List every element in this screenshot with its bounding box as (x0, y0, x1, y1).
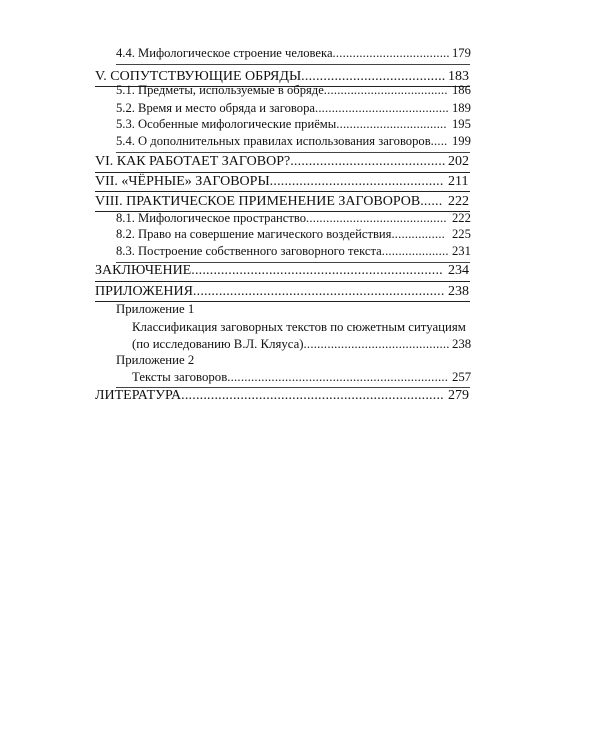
divider (95, 172, 470, 173)
toc-entry-page: 238 (452, 337, 472, 351)
toc-entry-leader: ........................................... (303, 337, 450, 351)
toc-entry-title: 8.3. Построение собственного заговорного текста (116, 244, 382, 258)
toc-entry-page: 199 (452, 134, 471, 148)
toc-entry-title: 8.2. Право на совершение магического воздействия (116, 227, 392, 241)
toc-entry-leader: .................... (381, 244, 449, 258)
toc-entry-page: 202 (448, 154, 469, 169)
toc-entry (116, 135, 447, 148)
toc-entry (116, 47, 450, 60)
toc-entry (116, 118, 447, 131)
toc-entry-page: 183 (448, 69, 469, 84)
toc-entry-page: 189 (452, 101, 471, 115)
divider (95, 281, 470, 282)
toc-entry-leader: ................................... (332, 46, 450, 60)
toc-entry (116, 303, 194, 316)
toc-entry-leader: .......................................... (306, 211, 447, 225)
toc-entry-leader: ................................................................. (227, 370, 449, 384)
toc-entry-page: 279 (448, 388, 469, 403)
divider (116, 64, 470, 65)
toc-entry-leader: ................ (391, 227, 446, 241)
toc-entry (116, 102, 449, 115)
toc-entry (95, 264, 443, 278)
toc-entry-page: 179 (452, 46, 471, 60)
toc-entry (95, 175, 444, 189)
toc-entry-title: 5.1. Предметы, используемые в обряде (116, 83, 324, 97)
toc-entry-title: VI. КАК РАБОТАЕТ ЗАГОВОР? (95, 154, 291, 169)
toc-entry-title: (по исследованию В.Л. Кляуса) (132, 337, 304, 351)
toc-entry-page: 186 (452, 83, 471, 97)
toc-entry-title: 5.3. Особенные мифологические приёмы (116, 117, 337, 131)
toc-entry (116, 354, 194, 367)
toc-entry-title: ЗАКЛЮЧЕНИЕ (95, 263, 192, 278)
toc-entry-title: VII. «ЧЁРНЫЕ» ЗАГОВОРЫ (95, 174, 270, 189)
toc-entry (95, 195, 442, 209)
toc-entry-page: 231 (452, 244, 471, 258)
toc-entry (116, 245, 449, 258)
toc-entry (95, 389, 444, 403)
toc-entry-leader: .................................................................... (192, 284, 445, 299)
toc-entry-title: Классификация заговорных текстов по сюжетным ситуациям (132, 320, 466, 334)
toc-entry-title: Приложение 2 (116, 353, 195, 367)
toc-entry-leader: ....................................................................... (181, 388, 444, 403)
toc-entry-title: 4.4. Мифологическое строение человека (116, 46, 333, 60)
toc-entry-page: 234 (448, 263, 469, 278)
toc-entry-title: ПРИЛОЖЕНИЯ (95, 284, 193, 299)
toc-entry (132, 338, 450, 351)
toc-entry-title: 8.1. Мифологическое пространство (116, 211, 307, 225)
toc-entry (132, 321, 466, 334)
toc-entry-leader: ................................. (336, 117, 447, 131)
toc-entry-leader: ..................................... (323, 83, 448, 97)
toc-entry-page: 238 (448, 284, 469, 299)
toc-entry-leader: .......................................... (290, 154, 446, 169)
toc-entry-page: 257 (452, 370, 472, 384)
toc-entry-page: 211 (448, 174, 469, 189)
toc-entry-page: 222 (448, 194, 469, 209)
toc-entry-page: 195 (452, 117, 471, 131)
toc-entry-leader: ...... (420, 194, 443, 209)
toc-entry-title: ЛИТЕРАТУРА (95, 388, 182, 403)
toc-entry-title: Тексты заговоров (132, 370, 228, 384)
toc-entry-title: 5.2. Время и место обряда и заговора (116, 101, 315, 115)
toc-entry (95, 155, 446, 169)
toc-entry-leader: ............................................... (269, 174, 444, 189)
toc-entry (116, 212, 447, 225)
toc-entry (95, 70, 445, 84)
toc-entry-title: 5.4. О дополнительных правилах использования заговоров (116, 134, 431, 148)
toc-entry-leader: ..... (430, 134, 448, 148)
toc-entry-page: 222 (452, 211, 471, 225)
toc-entry (116, 84, 448, 97)
divider (116, 152, 470, 153)
toc-entry-page: 225 (452, 227, 471, 241)
divider (95, 191, 470, 192)
toc-entry (132, 371, 448, 384)
toc-entry-title: VIII. ПРАКТИЧЕСКОЕ ПРИМЕНЕНИЕ ЗАГОВОРОВ (95, 194, 421, 209)
toc-entry (95, 285, 445, 299)
toc-entry (116, 228, 445, 241)
toc-entry-leader: ........................................ (314, 101, 449, 115)
toc-entry-title: Приложение 1 (116, 302, 195, 316)
toc-entry-leader: .................................................................... (191, 263, 443, 278)
toc-entry-title: V. СОПУТСТВУЮЩИЕ ОБРЯДЫ (95, 69, 302, 84)
toc-entry-leader: ....................................... (301, 69, 446, 84)
